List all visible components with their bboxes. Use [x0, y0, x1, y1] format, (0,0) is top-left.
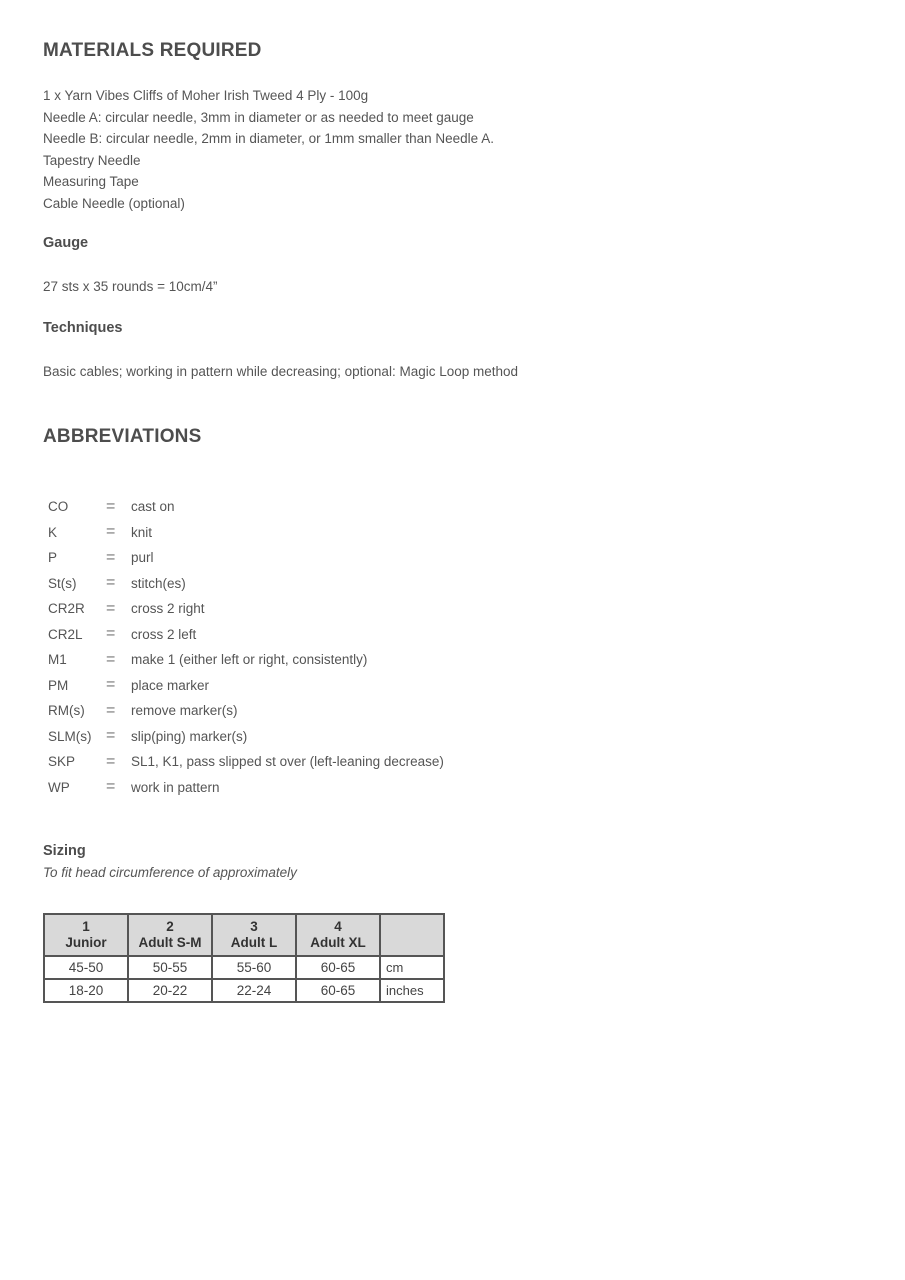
equals-sign: =	[106, 778, 116, 796]
size-name: Adult L	[230, 935, 278, 950]
materials-item: Measuring Tape	[43, 174, 139, 189]
abbreviation-row	[48, 698, 444, 724]
sizing-subtitle: To fit head circumference of approximately	[43, 865, 297, 880]
sizing-row-inches	[44, 979, 444, 1002]
size-value: 20-22	[128, 979, 212, 1002]
materials-item: Tapestry Needle	[43, 152, 141, 168]
sizing-header-row	[44, 914, 444, 956]
equals-sign: =	[106, 727, 116, 745]
size-header-cell	[296, 914, 380, 956]
equals-sign: =	[106, 701, 116, 719]
sizing-row-cm	[44, 956, 444, 979]
abbreviation-meaning: cross 2 left	[131, 626, 197, 642]
abbreviation-meaning: make 1 (either left or right, consistently)	[131, 652, 368, 668]
abbreviation-code: WP	[48, 779, 70, 795]
size-number: 3	[250, 919, 258, 934]
abbreviation-meaning: stitch(es)	[131, 575, 186, 591]
abbreviation-code: PM	[48, 677, 69, 693]
size-value: 60-65	[296, 956, 380, 979]
abbreviation-row	[48, 571, 444, 597]
materials-title: MATERIALS REQUIRED	[43, 40, 262, 61]
unit-label: inches	[380, 979, 444, 1002]
abbreviation-row	[48, 596, 444, 622]
equals-sign: =	[106, 548, 116, 566]
abbreviations-title: ABBREVIATIONS	[43, 426, 202, 447]
size-number: 1	[82, 919, 90, 934]
size-value: 45-50	[44, 956, 128, 979]
equals-sign: =	[106, 497, 116, 515]
unit-header-cell	[380, 914, 444, 956]
abbreviation-meaning: place marker	[131, 677, 210, 693]
abbreviation-code: CR2L	[48, 626, 83, 642]
materials-list	[43, 85, 494, 214]
size-value: 18-20	[44, 979, 128, 1002]
size-header-cell	[44, 914, 128, 956]
materials-item: Cable Needle (optional)	[43, 195, 185, 211]
abbreviation-meaning: cast on	[131, 499, 175, 515]
abbreviation-meaning: slip(ping) marker(s)	[131, 728, 248, 744]
size-value: 60-65	[296, 979, 380, 1002]
abbreviation-code: CR2R	[48, 601, 85, 617]
materials-item: Needle B: circular needle, 2mm in diameter, or 1mm smaller than Needle A.	[43, 131, 494, 146]
abbreviation-code: St(s)	[48, 575, 77, 591]
abbreviation-code: M1	[48, 652, 67, 668]
abbreviation-row	[48, 673, 444, 699]
equals-sign: =	[106, 676, 116, 694]
sizing-title: Sizing	[43, 843, 86, 859]
size-name: Adult XL	[310, 935, 366, 950]
gauge-text: 27 sts x 35 rounds = 10cm/4”	[43, 279, 218, 294]
equals-sign: =	[106, 523, 116, 541]
abbreviation-code: K	[48, 524, 58, 540]
abbreviation-row	[48, 749, 444, 775]
abbreviation-meaning: purl	[131, 550, 154, 566]
size-header-cell	[212, 914, 296, 956]
abbreviations-table	[48, 494, 444, 800]
abbreviation-code: CO	[48, 499, 69, 515]
size-number: 2	[166, 919, 174, 934]
equals-sign: =	[106, 574, 116, 592]
abbreviation-code: SKP	[48, 754, 76, 770]
size-value: 55-60	[212, 956, 296, 979]
abbreviation-code: RM(s)	[48, 703, 85, 719]
materials-item: Needle A: circular needle, 3mm in diameter or as needed to meet gauge	[43, 109, 474, 125]
abbreviation-row	[48, 724, 444, 750]
techniques-title: Techniques	[43, 320, 123, 336]
materials-item: 1 x Yarn Vibes Cliffs of Moher Irish Tweed 4 Ply - 100g	[43, 88, 369, 103]
techniques-text: Basic cables; working in pattern while decreasing; optional: Magic Loop method	[43, 364, 519, 379]
abbreviation-row	[48, 775, 444, 801]
abbreviation-meaning: remove marker(s)	[131, 703, 238, 719]
size-name: Adult S-M	[138, 935, 202, 950]
size-name: Junior	[65, 935, 107, 950]
equals-sign: =	[106, 625, 116, 643]
abbreviation-meaning: work in pattern	[131, 779, 220, 795]
abbreviation-meaning: cross 2 right	[131, 601, 205, 617]
unit-label: cm	[380, 956, 444, 979]
abbreviation-row	[48, 494, 444, 520]
size-value: 50-55	[128, 956, 212, 979]
equals-sign: =	[106, 599, 116, 617]
equals-sign: =	[106, 752, 116, 770]
size-value: 22-24	[212, 979, 296, 1002]
sizing-table	[43, 913, 445, 1003]
abbreviation-code: SLM(s)	[48, 728, 92, 744]
gauge-title: Gauge	[43, 235, 89, 251]
abbreviation-meaning: SL1, K1, pass slipped st over (left-leaning decrease)	[131, 754, 444, 770]
abbreviation-meaning: knit	[131, 524, 153, 540]
abbreviation-row	[48, 545, 444, 571]
abbreviation-row	[48, 622, 444, 648]
abbreviation-row	[48, 520, 444, 546]
size-number: 4	[334, 919, 342, 934]
abbreviation-code: P	[48, 550, 58, 566]
equals-sign: =	[106, 650, 116, 668]
abbreviation-row	[48, 647, 444, 673]
size-header-cell	[128, 914, 212, 956]
